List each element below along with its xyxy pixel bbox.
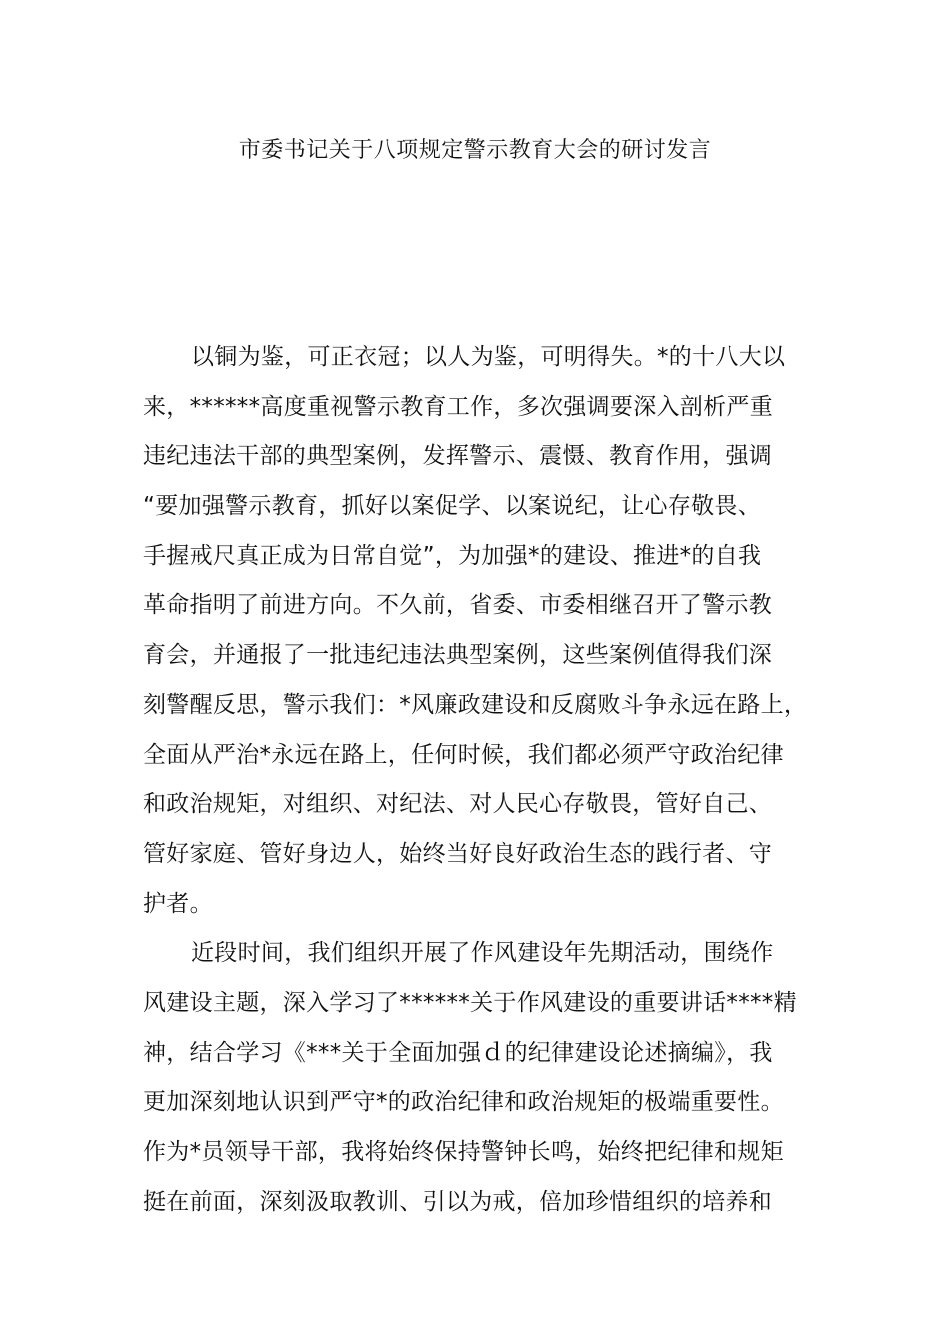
paragraph-2-line-6: 挺在前面，深刻汲取教训、引以为戒，倍加珍惜组织的培养和 [143,1188,773,1215]
paragraph-1-line-2: 来，******高度重视警示教育工作，多次强调要深入剖析严重 [143,393,773,420]
paragraph-1-line-9: 全面从严治*永远在路上，任何时候，我们都必须严守政治纪律 [143,741,784,768]
paragraph-1-line-1: 以铜为鉴，可正衣冠；以人为鉴，可明得失。*的十八大以 [191,344,786,370]
paragraph-1-line-12: 护者。 [143,890,213,917]
paragraph-2-line-2: 风建设主题，深入学习了******关于作风建设的重要讲话****精 [143,989,797,1016]
paragraph-1-line-8: 刻警醒反思，警示我们：*风廉政建设和反腐败斗争永远在路上， [143,691,808,718]
paragraph-2-line-3: 神，结合学习《***关于全面加强ｄ的纪律建设论述摘编》，我 [143,1039,773,1066]
document-title: 市委书记关于八项规定警示教育大会的研讨发言 [238,138,712,163]
paragraph-1-line-6: 革命指明了前进方向。不久前，省委、市委相继召开了警示教 [143,592,773,619]
paragraph-1-line-5: 手握戒尺真正成为日常自觉”，为加强*的建设、推进*的自我 [143,542,762,569]
paragraph-1-line-4: “要加强警示教育，抓好以案促学、以案说纪，让心存敬畏、 [143,493,762,520]
paragraph-1-line-3: 违纪违法干部的典型案例，发挥警示、震慑、教育作用，强调 [143,443,773,470]
document-body [143,333,823,1227]
paragraph-2-line-5: 作为*员领导干部，我将始终保持警钟长鸣，始终把纪律和规矩 [143,1139,784,1165]
paragraph-2-line-1: 近段时间，我们组织开展了作风建设年先期活动，围绕作 [191,940,774,967]
paragraph-1-line-7: 育会，并通报了一批违纪违法典型案例，这些案例值得我们深 [143,642,773,669]
paragraph-1-line-11: 管好家庭、管好身边人，始终当好良好政治生态的践行者、守 [143,840,773,867]
paragraph-1-line-10: 和政治规矩，对组织、对纪法、对人民心存敬畏，管好自己、 [143,791,773,818]
paragraph-2-line-4: 更加深刻地认识到严守*的政治纪律和政治规矩的极端重要性。 [143,1089,784,1116]
